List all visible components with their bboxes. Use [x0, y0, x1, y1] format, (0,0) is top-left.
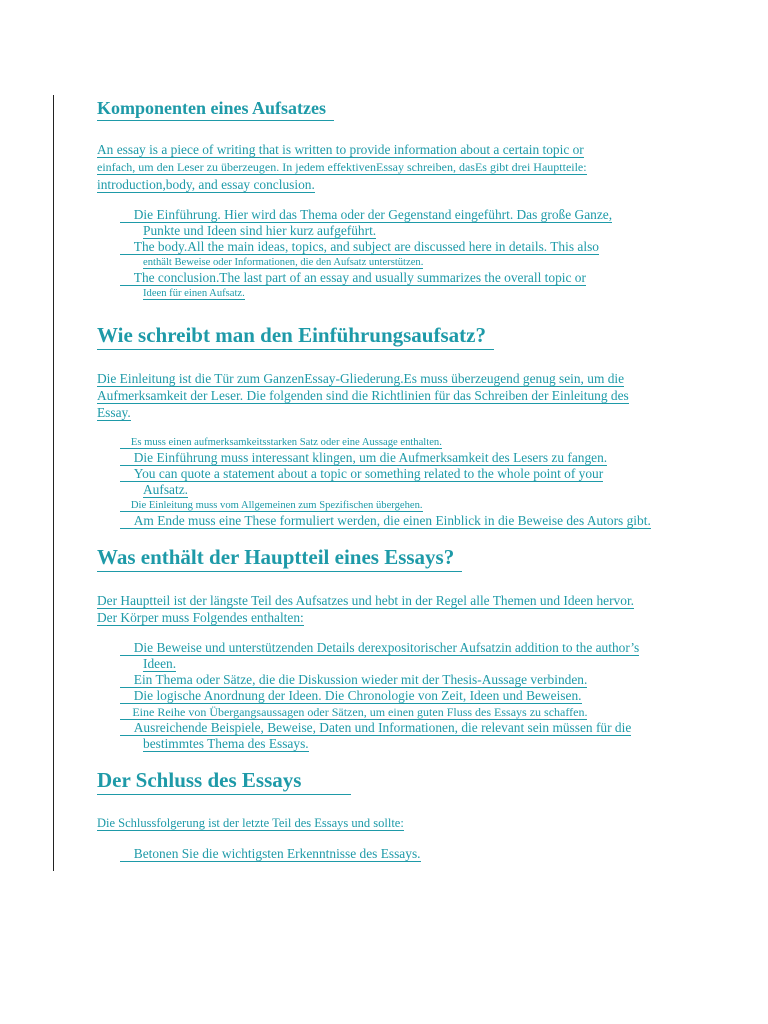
paragraph-line: Die Schlussfolgerung ist der letzte Teil des Essays und sollte:: [97, 816, 404, 830]
paragraph-line: introduction,body, and essay conclusion.: [97, 177, 315, 192]
bullet-list: [97, 207, 717, 301]
section-paragraph: [97, 592, 717, 626]
list-item: [120, 207, 717, 239]
bullet-line: Ideen für einen Aufsatz.: [143, 288, 245, 299]
bullet-line: Die Einführung. Hier wird das Thema oder der Gegenstand eingeführt. Das große Ganze,: [120, 207, 612, 223]
paragraph-line: Die Einleitung ist die Tür zum GanzenEssay-Gliederung.Es muss überzeugend genug sein, um die: [97, 371, 625, 386]
bullet-line: Ideen.: [143, 656, 177, 671]
list-item: [120, 270, 717, 301]
list-item: [120, 239, 717, 270]
section-heading: Der Schluss des Essays: [97, 766, 351, 795]
list-item: [120, 466, 717, 498]
bullet-line: Es muss einen aufmerksamkeitsstarken Satz oder eine Aussage enthalten.: [120, 437, 442, 449]
list-item: [120, 435, 717, 450]
section-schluss: [97, 766, 717, 862]
list-item: [120, 720, 717, 752]
bullet-list: [97, 640, 717, 752]
bullet-line: Aufsatz.: [143, 482, 188, 497]
bullet-line: Die Beweise und unterstützenden Details derexpositorischer Aufsatzin addition to the author’s: [120, 640, 639, 656]
bullet-list: [97, 846, 717, 862]
bullet-line: Am Ende muss eine These formuliert werden, die einen Einblick in die Beweise des Autors gibt.: [120, 513, 651, 529]
section-heading: Was enthält der Hauptteil eines Essays?: [97, 543, 462, 572]
section-heading: Wie schreibt man den Einführungsaufsatz?: [97, 321, 494, 350]
section-einfuehrung: [97, 321, 717, 529]
bullet-line: Die Einführung muss interessant klingen, um die Aufmerksamkeit des Lesers zu fangen.: [120, 450, 607, 466]
section-hauptteil: [97, 543, 717, 752]
bullet-line: Die logische Anordnung der Ideen. Die Chronologie von Zeit, Ideen und Beweisen.: [120, 688, 582, 704]
document-page: [97, 96, 717, 862]
section-paragraph: [97, 370, 717, 421]
list-item: [120, 513, 717, 529]
list-item: [120, 672, 717, 688]
paragraph-line: Der Hauptteil ist der längste Teil des Aufsatzes und hebt in der Regel alle Themen und Ideen hervor.: [97, 593, 635, 608]
bullet-line: You can quote a statement about a topic or something related to the whole point of your: [120, 466, 603, 482]
bullet-list: [97, 435, 717, 529]
bullet-line: Ein Thema oder Sätze, die die Diskussion wieder mit der Thesis-Aussage verbinden.: [120, 672, 587, 688]
section-heading: Komponenten eines Aufsatzes: [97, 96, 334, 121]
page-margin-line: [53, 95, 54, 871]
paragraph-line: einfach, um den Leser zu überzeugen. In jedem effektivenEssay schreiben, dasEs gibt drei Hauptteile:: [97, 160, 587, 174]
list-item: [120, 704, 717, 720]
list-item: [120, 498, 717, 513]
bullet-line: The body.All the main ideas, topics, and subject are discussed here in details. This also: [120, 239, 599, 255]
list-item: [120, 450, 717, 466]
bullet-line: Eine Reihe von Übergangsaussagen oder Sätzen, um einen guten Fluss des Essays zu schaffen.: [120, 705, 587, 720]
section-paragraph: [97, 815, 717, 832]
section-komponenten: [97, 96, 717, 301]
bullet-line: Die Einleitung muss vom Allgemeinen zum Spezifischen übergehen.: [120, 500, 423, 512]
paragraph-line: Aufmerksamkeit der Leser. Die folgenden sind die Richtlinien für das Schreiben der Einleitung des: [97, 388, 629, 403]
bullet-line: The conclusion.The last part of an essay and usually summarizes the overall topic or: [120, 270, 586, 286]
list-item: [120, 846, 717, 862]
section-paragraph: [97, 141, 717, 193]
bullet-line: enthält Beweise oder Informationen, die den Aufsatz unterstützen.: [143, 257, 424, 268]
bullet-line: Ausreichende Beispiele, Beweise, Daten und Informationen, die relevant sein müssen für die: [120, 720, 631, 736]
bullet-line: Betonen Sie die wichtigsten Erkenntnisse des Essays.: [120, 846, 421, 862]
list-item: [120, 640, 717, 672]
bullet-line: bestimmtes Thema des Essays.: [143, 736, 309, 751]
list-item: [120, 688, 717, 704]
bullet-line: Punkte und Ideen sind hier kurz aufgeführt.: [143, 223, 377, 238]
paragraph-line: An essay is a piece of writing that is written to provide information about a certain topic or: [97, 142, 584, 157]
paragraph-line: Der Körper muss Folgendes enthalten:: [97, 610, 304, 625]
paragraph-line: Essay.: [97, 405, 131, 420]
